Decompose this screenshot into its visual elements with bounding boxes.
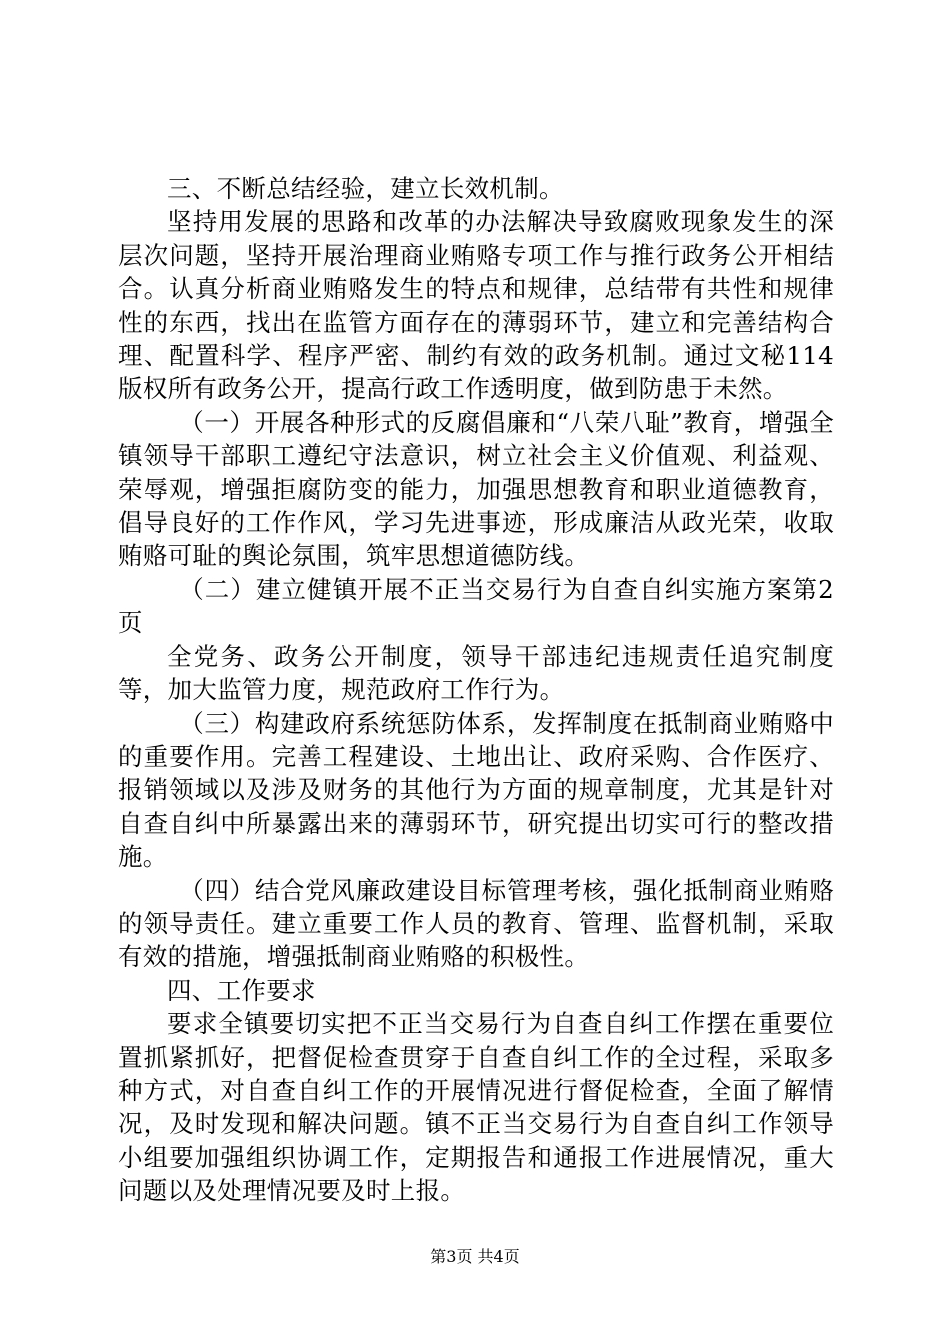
paragraph-3: （二）建立健镇开展不正当交易行为自查自纠实施方案第2页 bbox=[118, 574, 834, 638]
section-heading-3: 三、不断总结经验，建立长效机制。 bbox=[167, 174, 564, 203]
paragraph-5: （三）构建政府系统惩防体系，发挥制度在抵制商业贿赂中的重要作用。完善工程建设、土地出让、政府采购、合作医疗、报销领域以及涉及财务的其他行为方面的规章制度，尤其是针对自查自纠中所暴露出来的薄弱环节，研究提出切实可行的整改措施。 bbox=[118, 708, 834, 872]
paragraph-6: （四）结合党风廉政建设目标管理考核，强化抵制商业贿赂的领导责任。建立重要工作人员的教育、管理、监督机制，采取有效的措施，增强抵制商业贿赂的积极性。 bbox=[118, 875, 834, 972]
document-body bbox=[118, 172, 834, 1208]
paragraph-7: 要求全镇要切实把不正当交易行为自查自纠工作摆在重要位置抓紧抓好，把督促检查贯穿于自查自纠工作的全过程，采取多种方式，对自查自纠工作的开展情况进行督促检查，全面了解情况，及时发现和解决问题。镇不正当交易行为自查自纠工作领导小组要加强组织协调工作，定期报告和通报工作进展情况，重大问题以及处理情况要及时上报。 bbox=[118, 1009, 834, 1206]
page-footer bbox=[0, 1247, 950, 1267]
paragraph-2: （一）开展各种形式的反腐倡廉和“八荣八耻”教育，增强全镇领导干部职工遵纪守法意识，树立社会主义价值观、利益观、荣辱观，增强拒腐防变的能力，加强思想教育和职业道德教育，倡导良好的工作作风，学习先进事迹，形成廉洁从政光荣，收取贿赂可耻的舆论氛围，筑牢思想道德防线。 bbox=[118, 407, 834, 571]
paragraph-1: 坚持用发展的思路和改革的办法解决导致腐败现象发生的深层次问题，坚持开展治理商业贿赂专项工作与推行政务公开相结合。认真分析商业贿赂发生的特点和规律，总结带有共性和规律性的东西，找出在监管方面存在的薄弱环节，建立和完善结构合理、配置科学、程序严密、制约有效的政务机制。通过文秘114版权所有政务公开，提高行政工作透明度，做到防患于未然。 bbox=[118, 207, 834, 404]
paragraph-4: 全党务、政务公开制度，领导干部违纪违规责任追究制度等，加大监管力度，规范政府工作行为。 bbox=[118, 641, 834, 705]
section-heading-4: 四、工作要求 bbox=[167, 975, 316, 1005]
page-indicator: 第3页 共4页 bbox=[430, 1247, 520, 1266]
